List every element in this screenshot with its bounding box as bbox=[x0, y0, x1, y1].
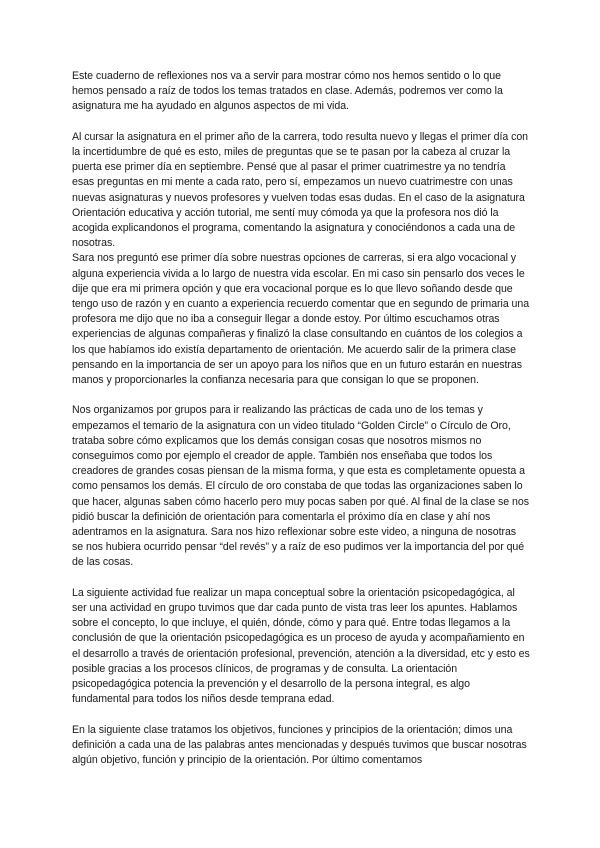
paragraph-intro: Este cuaderno de reflexiones nos va a servir para mostrar cómo nos hemos sentido o lo que hemos pensado a raíz de todos los temas tratados en clase. Además, podremos ver como la asignatura me ha ayudado en algunos aspectos de mi vida. bbox=[72, 70, 503, 113]
paragraph-first-day: Al cursar la asignatura en el primer año de la carrera, todo resulta nuevo y llegas el primer día con la incertidumbre de qué es esto, miles de preguntas que se te pasan por la cabeza al cruzar la puerta ese primer día en septiembre. Pensé que al pasar el primer cuatrimestre ya no tendría esas preguntas en mi mente a cada rato, pero sí, empezamos un nuevo cuatrimestre con unas nuevas asignaturas y nuevos profesores y vuelven todas esas dudas. En el caso de la asignatura Orientación educativa y acción tutorial, me sentí muy cómoda ya que la profesora nos dió la acogida explicandonos el programa, comentando la asignatura y conociéndonos a cada una de nosotras. bbox=[72, 130, 529, 250]
document-page bbox=[72, 69, 530, 768]
paragraph-golden-circle: Nos organizamos por grupos para ir realizando las prácticas de cada uno de los temas y empezamos el temario de la asignatura con un video titulado “Golden Circle” o Círculo de Oro, trataba sobre cómo explicamos que los demás consigan cosas que nosotros mismos no conseguimos como por ejemplo el creador de apple. También nos enseñaba que todos los creadores de grandes cosas piensan de la misma forma, y que esta es completamente opuesta a como pensamos los demás. El círculo de oro constaba de que todas las organizaciones saben lo que hacer, algunas saben cómo hacerlo pero muy pocas saben por qué. Al final de la clase se nos pidió buscar la definición de orientación para comentarla el próximo día en clase y ahí nos adentramos en la asignatura. Sara nos hizo reflexionar sobre este video, a ninguna de nosotras se nos hubiera ocurrido pensar “del revés” y a raíz de eso pudimos ver la importancia del por qué de las cosas. bbox=[72, 404, 529, 569]
paragraph-objectives: En la siguiente clase tratamos los objetivos, funciones y principios de la orientación; dimos una definición a cada una de las palabras antes mencionadas y después tuvimos que buscar nosotras algún objetivo, función y principio de la orientación. Por último comentamos bbox=[72, 723, 527, 767]
paragraph-concept-map: La siguiente actividad fue realizar un mapa conceptual sobre la orientación psicopedagógica, al ser una actividad en grupo tuvimos que dar cada punto de vista tras leer los apuntes. Hablamos sobre el concepto, lo que incluye, el quién, dónde, cómo y para qué. Entre todas llegamos a la conclusión de que la orientación psicopedagógica es un proceso de ayuda y acompañamiento en el desarrollo a través de orientación profesional, prevención, atención a la diversidad, etc y esto es posible gracias a los procesos clínicos, de programas y de consulta. La orientación psicopedagógica potencia la prevención y el desarrollo de la persona integral, es algo fundamental para todos los niños desde temprana edad. bbox=[72, 586, 530, 706]
paragraph-sara-question: Sara nos preguntó ese primer día sobre nuestras opciones de carreras, si era algo vocacional y alguna experiencia vivida a lo largo de nuestra vida escolar. En mi caso sin pensarlo dos veces le dije que era mi primera opción y que era vocacional porque es lo que llevo soñando desde que tengo uso de razón y en cuanto a experiencia recuerdo comentar que en segundo de primaria una profesora me dijo que no iba a conseguir llegar a donde estoy. Por último escuchamos otras experiencias de algunas compañeras y finalizó la clase consultando en cuántos de los colegios a los que habíamos ido existía departamento de orientación. Me acuerdo salir de la primera clase pensando en la importancia de ser un apoyo para los niños que en un futuro estarán en nuestras manos y proporcionarles la confianza necesaria para que consigan lo que se proponen. bbox=[72, 252, 530, 387]
